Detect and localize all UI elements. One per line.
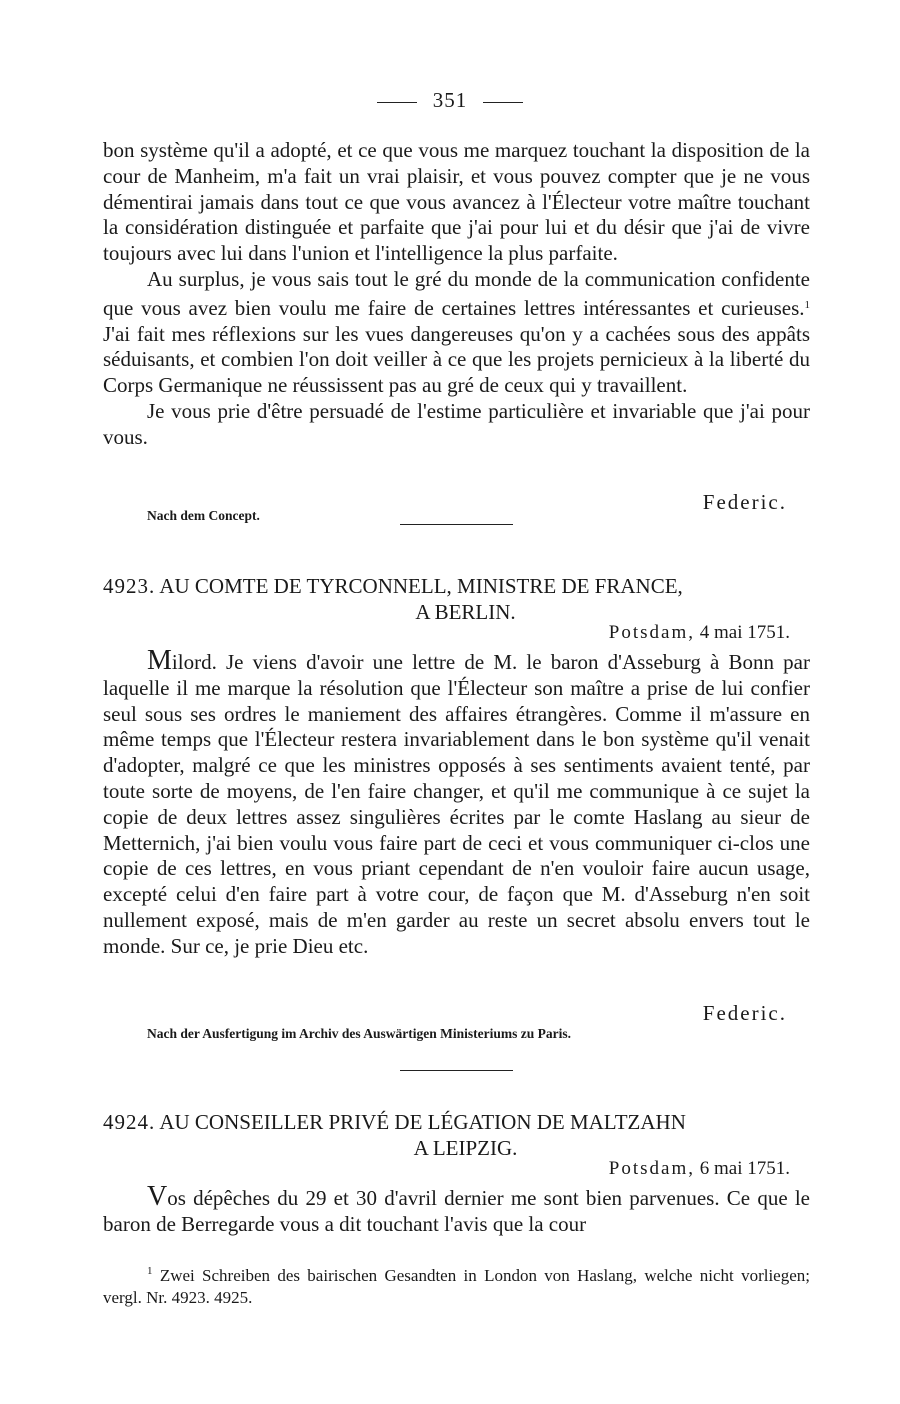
footnote-text [103,1260,810,1309]
section-divider [400,1070,513,1071]
source-note: Nach der Ausfertigung im Archiv des Auswärtigen Ministeriums zu Paris. [147,1026,571,1041]
page-number [0,88,900,113]
dateline-place: Potsdam, [608,622,695,643]
signature: Federic. [702,1001,787,1025]
paragraph: Je vous prie d'être persuadé de l'estime particulière et invariable que j'ai pour vous. [103,398,810,449]
paragraph-text: ilord. Je viens d'avoir une lettre de M. le baron d'Asseburg à Bonn par laquelle il me marque la résolution que l'Électeur son maître a prise de lui confier seul sous ses ordres le maniement des affaires étrangères. Comme il m'assure en même temps que l'Électeur restera invariablement dans le bon système qu'il venait d'adopter, malgré ce que les ministres opposés à ses sentiments avaient tenté, par toute sorte de moyens, de l'en faire changer, et qu'il me communique à ce sujet la copie de deux lettres assez singulières écrites par le comte Haslang au sieur de Metternich, j'ai bien voulu vous faire part de ceci et vous communiquer ci-clos une copie de ces lettres, en vous priant cependant de n'en vouloir faire aucun usage, excepté celui d'en faire part à votre cour, de façon que M. d'Asseburg n'en soit nullement exposé, mais de m'en garder au reste un secret absolu envers tout le monde. Sur ce, je prie Dieu etc. [103,650,810,958]
footnote [103,1260,810,1309]
letter-heading-4923 [103,573,810,625]
signature: Federic. [702,490,787,514]
footnote-body: Zwei Schreiben des bairischen Gesandten in London von Haslang, welche nicht vorliegen; vergl. Nr. 4923. 4925. [103,1266,810,1307]
dateline-date: 4 mai 1751. [699,622,790,643]
dateline [609,1158,790,1180]
dateline-date: 6 mai 1751. [699,1158,790,1179]
footnote-reference[interactable]: 1 [804,298,810,311]
paragraph-text: Au surplus, je vous sais tout le gré du monde de la communication confidente que vous avez bien voulu me faire de certaines lettres intéressantes et curieuses. [103,266,810,320]
section-divider [400,524,513,525]
page-number-dash-right [483,102,523,103]
page-number-value: 351 [432,88,468,112]
paragraph [103,267,810,399]
letter-addressee-location: A BERLIN. [415,600,516,624]
letter-number: 4923. [103,574,156,598]
paragraph-text: J'ai fait mes réflexions sur les vues dangereuses qu'on y a cachées sous des appâts séduisants, et combien l'on doit veiller à ce que les projets pernicieux à la liberté du Corps Germanique ne réussissent pas au gré de ceux qui y travaillent. [103,321,810,398]
source-note: Nach dem Concept. [147,508,260,523]
page-number-dash-left [377,102,417,103]
letter-body-4924 [103,1181,810,1238]
paragraph-text: os dépêches du 29 et 30 d'avril dernier me sont bien parvenues. Ce que le baron de Berregarde vous a dit touchant l'avis que la cour [103,1186,810,1236]
letter-heading-4924 [103,1109,810,1161]
letter-number: 4924. [103,1110,156,1134]
footnote-marker: 1 [147,1265,153,1277]
letter-addressee-location: A LEIPZIG. [413,1136,518,1160]
letter-addressee: AU CONSEILLER PRIVÉ DE LÉGATION DE MALTZAHN [159,1110,686,1134]
paragraph [103,1181,810,1238]
letter-body-4923 [103,645,810,960]
dateline-place: Potsdam, [608,1158,695,1179]
dateline [609,622,790,644]
drop-capital: V [147,1181,168,1212]
letter-addressee: AU COMTE DE TYRCONNELL, MINISTRE DE FRANCE, [159,574,683,598]
paragraph: bon système qu'il a adopté, et ce que vous me marquez touchant la disposition de la cour de Manheim, m'a fait un vrai plaisir, et vous pouvez compter que je ne vous démentirai jamais dans tout ce que vous avancez à l'Électeur votre maître touchant la considération distinguée et parfaite que j'ai pour lui et du désir que j'ai de vivre toujours avec lui dans l'union et l'intelligence la plus parfaite. [103,138,810,266]
paragraph [103,645,810,960]
previous-letter-text [103,138,810,451]
drop-capital: M [147,645,172,676]
